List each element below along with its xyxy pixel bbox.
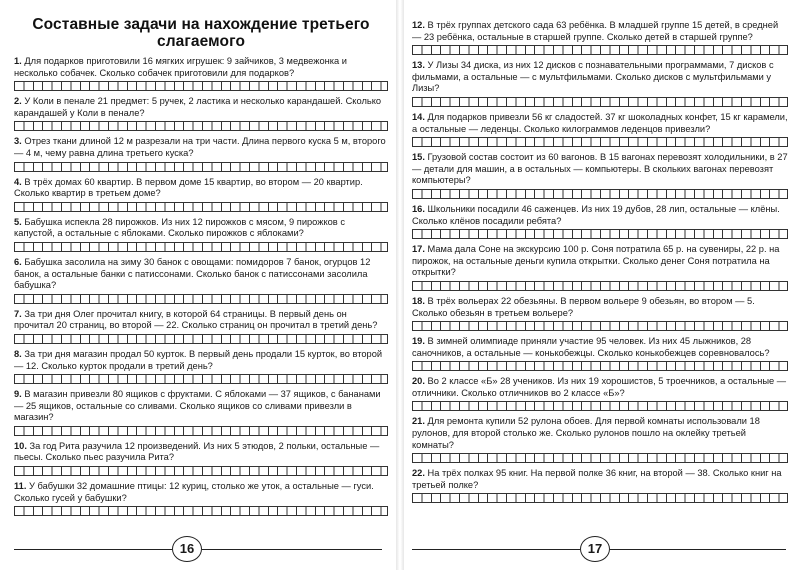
problem-text — [412, 20, 788, 43]
page-number: 17 — [580, 536, 610, 562]
problem-number: 6. — [14, 256, 22, 267]
problem-text — [412, 416, 788, 451]
answer-grid[interactable] — [14, 202, 388, 212]
problem-text — [412, 60, 788, 95]
problem-text — [14, 389, 388, 424]
problem-body: Для подарков привезли 56 кг сладостей. 37 кг шоколадных конфет, 15 кг карамели, а остальные — леденцы. Сколько килограммов леденцов привезли? — [412, 111, 788, 134]
problem-text — [412, 376, 788, 399]
problem-8 — [14, 349, 388, 384]
problem-body: Бабушка испекла 28 пирожков. Из них 12 пирожков с мясом, 9 пирожков с капустой, а остальные с яблоками. Сколько пирожков с яблоками? — [14, 216, 345, 239]
problem-number: 3. — [14, 136, 22, 147]
problem-text — [412, 112, 788, 135]
problem-text — [14, 441, 388, 464]
problem-text — [14, 349, 388, 372]
answer-grid[interactable] — [412, 361, 788, 371]
problem-body: На трёх полках 95 книг. На первой полке 36 книг, на второй — 38. Сколько книг на третьей полке? — [412, 468, 782, 490]
problem-11 — [14, 481, 388, 516]
page-number-rule-left — [412, 549, 580, 551]
problem-text — [14, 177, 388, 200]
problem-14 — [412, 112, 788, 147]
problem-body: В трёх вольерах 22 обезьяны. В первом вольере 9 обезьян, во втором — 5. Сколько обезьян в третьем вольере? — [412, 295, 755, 318]
problem-body: В трёх домах 60 квартир. В первом доме 15 квартир, во втором — 20 квартир. Сколько квартир в третьем доме? — [14, 176, 363, 199]
problem-body: У бабушки 32 домашние птицы: 12 куриц, столько же уток, а остальные — гуси. Сколько гусей у бабушки? — [14, 481, 374, 503]
problem-body: Бабушка засолила на зиму 30 банок с овощами: помидоров 7 банок, огурцов 12 банок, а остальные банки с патиссонами. Сколько банок с патиссонами засолила бабушка? — [14, 256, 371, 291]
problem-body: В трёх группах детского сада 63 ребёнка. В младшей группе 15 детей, в средней — 23 ребёнка, остальные в старшей группе. Сколько детей в старшей группе? — [412, 20, 779, 42]
problem-20 — [412, 376, 788, 411]
problem-text — [14, 96, 388, 119]
problem-10 — [14, 441, 388, 476]
book-gutter — [396, 0, 404, 570]
problem-text — [14, 481, 388, 504]
problem-number: 18. — [412, 295, 425, 306]
problem-number: 1. — [14, 56, 22, 66]
problem-2 — [14, 96, 388, 131]
problem-body: За три дня Олег прочитал книгу, в которой 64 страницы. В первый день он прочитал 20 страниц, во второй — 22. Сколько страниц он прочитал в третий день? — [14, 308, 378, 331]
problem-5 — [14, 217, 388, 252]
problem-6 — [14, 257, 388, 304]
page-number-rule-right — [202, 549, 382, 551]
problem-12 — [412, 20, 788, 55]
problem-1 — [14, 56, 388, 91]
answer-grid[interactable] — [14, 81, 388, 91]
problem-body: Грузовой состав состоит из 60 вагонов. В 15 вагонах перевозят холодильники, в 27 — детали для машин, а в остальных — компьютеры. В скольких вагонах перевозят компьютеры? — [412, 152, 788, 186]
problem-number: 22. — [412, 468, 425, 479]
left-page — [0, 0, 396, 570]
problem-13 — [412, 60, 788, 107]
problem-body: В зимней олимпиаде приняли участие 95 человек. Из них 45 лыжников, 28 саночников, а остальные — конькобежцы. Сколько конькобежцев соревновалось? — [412, 336, 770, 358]
answer-grid[interactable] — [14, 426, 388, 436]
answer-grid[interactable] — [412, 137, 788, 147]
answer-grid[interactable] — [412, 453, 788, 463]
problem-4 — [14, 177, 388, 212]
problem-number: 20. — [412, 376, 425, 387]
problem-text — [14, 217, 388, 240]
problem-text — [412, 296, 788, 319]
answer-grid[interactable] — [14, 162, 388, 172]
problem-text — [412, 336, 788, 359]
answer-grid[interactable] — [14, 294, 388, 304]
problem-21 — [412, 416, 788, 463]
problem-number: 17. — [412, 244, 425, 255]
problem-text — [412, 152, 788, 187]
problem-15 — [412, 152, 788, 199]
problem-text — [14, 56, 388, 79]
answer-grid[interactable] — [14, 334, 388, 344]
answer-grid[interactable] — [14, 121, 388, 131]
problem-7 — [14, 309, 388, 344]
problem-body: Школьники посадили 46 саженцев. Из них 19 дубов, 28 лип, остальные — клёны. Сколько клёнов посадили ребята? — [412, 203, 780, 226]
problem-body: В магазин привезли 80 ящиков с фруктами. С яблоками — 37 ящиков, с бананами — 25 ящиков, остальные со сливами. Сколько ящиков со сливами привезли в магазин? — [14, 389, 381, 423]
problem-body: Во 2 классе «Б» 28 учеников. Из них 19 хорошистов, 5 троечников, а остальные — отличники. Сколько отличников во 2 классе «Б»? — [412, 376, 787, 398]
page-title: Составные задачи на нахождение третьего слагаемого — [32, 16, 370, 50]
problem-number: 4. — [14, 176, 22, 187]
problem-number: 16. — [412, 203, 425, 214]
answer-grid[interactable] — [412, 401, 788, 411]
answer-grid[interactable] — [412, 45, 788, 55]
problem-body: Отрез ткани длиной 12 м разрезали на три части. Длина первого куска 5 м, второго — 4 м, чему равна длина третьего куска? — [14, 136, 386, 158]
problem-number: 2. — [14, 96, 22, 107]
problem-19 — [412, 336, 788, 371]
problem-text — [412, 244, 788, 279]
problem-number: 19. — [412, 336, 425, 347]
problem-22 — [412, 468, 788, 503]
problem-number: 13. — [412, 60, 425, 71]
answer-grid[interactable] — [412, 321, 788, 331]
answer-grid[interactable] — [412, 97, 788, 107]
problem-number: 14. — [412, 111, 425, 122]
problem-body: Для ремонта купили 52 рулона обоев. Для первой комнаты использовали 18 рулонов, для второй столько же. Сколько рулонов пошло на оклейку третьей комнаты? — [412, 416, 760, 450]
answer-grid[interactable] — [14, 374, 388, 384]
right-page — [404, 0, 800, 570]
problem-number: 11. — [14, 481, 27, 492]
problem-18 — [412, 296, 788, 331]
answer-grid[interactable] — [412, 493, 788, 503]
problem-body: Мама дала Соне на экскурсию 100 р. Соня потратила 65 р. на сувениры, 22 р. на пирожок, на остальные деньги купила открытки. Сколько денег Соня потратила на открытки? — [412, 244, 780, 278]
answer-grid[interactable] — [412, 281, 788, 291]
problem-9 — [14, 389, 388, 436]
problem-body: Для подарков приготовили 16 мягких игрушек: 9 зайчиков, 3 медвежонка и несколько собачек. Сколько собачек приготовили для подарков? — [14, 56, 347, 78]
problem-number: 7. — [14, 308, 22, 319]
problem-number: 9. — [14, 389, 22, 400]
answer-grid[interactable] — [412, 189, 788, 199]
problem-16 — [412, 204, 788, 239]
problem-body: За год Рита разучила 12 произведений. Из них 5 этюдов, 2 польки, остальные — пьесы. Сколько пьес разучила Рита? — [14, 440, 380, 463]
answer-grid[interactable] — [412, 229, 788, 239]
problem-number: 21. — [412, 416, 425, 427]
problem-text — [14, 257, 388, 292]
problem-text — [412, 204, 788, 227]
problem-17 — [412, 244, 788, 291]
problem-number: 5. — [14, 216, 22, 227]
answer-grid[interactable] — [14, 466, 388, 476]
problem-number: 8. — [14, 348, 22, 359]
problem-text — [412, 468, 788, 491]
page-number-rule-right — [610, 549, 786, 551]
problem-number: 12. — [412, 20, 425, 30]
page-number-rule-left — [14, 549, 172, 551]
problem-body: У Коли в пенале 21 предмет: 5 ручек, 2 ластика и несколько карандашей. Сколько карандашей у Коли в пенале? — [14, 96, 382, 118]
problem-body: У Лизы 34 диска, из них 12 дисков с познавательными программами, 7 дисков с фильмами, а остальные — с мультфильмами. Сколько дисков с мультфильмами у Лизы? — [412, 60, 774, 94]
problem-number: 15. — [412, 152, 425, 163]
page-number: 16 — [172, 536, 202, 562]
answer-grid[interactable] — [14, 506, 388, 516]
problem-text — [14, 136, 388, 159]
answer-grid[interactable] — [14, 242, 388, 252]
problem-3 — [14, 136, 388, 171]
problem-body: За три дня магазин продал 50 курток. В первый день продали 15 курток, во второй — 12. Сколько курток продали в третий день? — [14, 348, 383, 371]
problem-text — [14, 309, 388, 332]
problem-number: 10. — [14, 440, 27, 451]
